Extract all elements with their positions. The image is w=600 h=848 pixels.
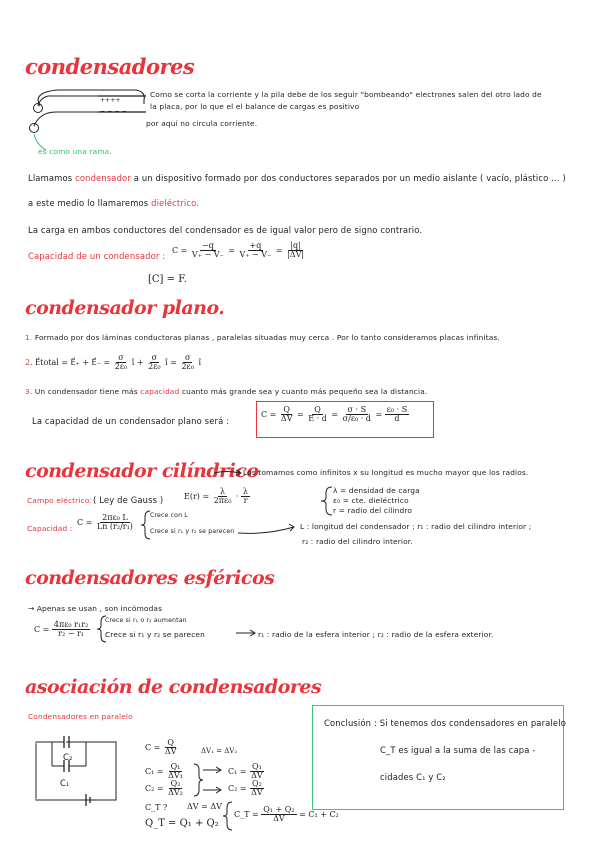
assoc-e3-num: Q₂ [170,779,181,788]
cil-cond-2: Crece si r₁ y r₂ se parecen [150,528,235,535]
cap-f3-den: |ΔV| [287,250,305,260]
plano-f3-num: σ · S [347,405,367,414]
def-text: Llamamos [28,173,73,183]
brace-icon-4 [222,800,234,832]
field-mid: î + [131,357,144,367]
plano-l1-text: Formado por dos láminas conductoras planas , paralelas situadas muy cerca . Por lo tanto consideramos placas infinitas. [34,333,500,342]
esf-num: 4πε₀ r₁r₂ [53,620,89,629]
esf-c: C = [34,624,50,634]
plano-f2-num: Q [314,405,321,414]
cil-num: 2πε₀ L [102,513,128,522]
parallel-circuit-diagram [28,732,128,807]
cil-def-b: r₂ : radio del cilindro interior. [302,537,413,546]
field-mid2: î = [165,357,177,367]
esf-formula [34,621,90,639]
plano-f1-num: Q [283,405,290,414]
assoc-dv-equal: ΔV₁ = ΔV₂ [201,747,238,755]
title-condensador-plano: condensador plano. [25,297,225,319]
assoc-c: C = [145,742,161,752]
campo-f2-den: r [243,496,248,506]
cap-f3-num: |q| [290,241,301,250]
assoc-e2-den: ΔV₁ [168,771,183,781]
campo-formula: E(r) = $\frac{\lambda}{\text{2πε₀}}$ · $\frac{\lambda}{r}$ [184,487,249,506]
definition-line-1 [28,173,566,183]
gauss-law: ( Ley de Gauss ) [93,495,164,505]
assoc-ct: C_T = [234,809,259,819]
assoc-e3r-den: ΔV [251,788,263,798]
capacity-formula: C = $\frac{-q}{V_+ - V_-}$ = $\frac{+q}{V_+ - V_-}$ = $\frac{|q|}{|\Delta V|}$ [172,241,305,260]
plano-f4-den: d [394,414,400,424]
esf-cond-1: Crece si r₁ o r₂ aumentan [105,617,187,624]
conclusion-line-2: C_T es igual a la suma de las capa - [380,745,536,755]
label-c1: C₁ [60,778,70,788]
brace-arrow-icon [192,762,226,798]
assoc-c1: C₁ = [145,766,164,776]
assoc-ct-question: C_T ? [145,803,168,812]
title-condensadores-esfericos: condensadores esféricos [25,567,275,589]
num-2: 2. [25,357,33,367]
title-asociacion: asociación de condensadores [25,676,322,698]
field-f3-num: σ [184,353,191,362]
assoc-e2-num: Q₁ [170,762,181,771]
field-eq: E⃗total = E⃗₊ + E⃗₋ = [35,357,111,367]
desc-line-2: la placa, por lo que el el balance de cargas es positivo [150,102,360,111]
assoc-eq-3r [228,780,265,798]
plano-l3-keyword: capacidad [140,387,180,396]
cap-f1-den: V₊ − V₋ [191,250,224,260]
def2-keyword: dieléctrico. [151,198,200,208]
campo-label: Campo eléctrico: [27,496,93,505]
paralelo-subtitle: Condensadores en paralelo [28,712,133,721]
field-f2-num: σ [151,353,158,362]
unit-farad: [C] = F. [148,274,187,285]
legend-lambda: λ = densidad de carga [333,486,420,495]
campo-f1-num: λ [220,487,226,496]
def-keyword: condensador [75,173,131,183]
definition-line-3: La carga en ambos conductores del condensador es de igual valor pero de signo contrario. [28,225,423,235]
plano-l3-rest: cuanto más grande sea y cuanto más pequeño sea la distancia. [181,387,428,396]
label-c2: C₂ [63,752,73,762]
assoc-eq-3 [145,780,185,798]
field-end: î [198,357,202,367]
cil-den: Ln (r₂/r₁) [96,522,133,532]
campo-eq: E(r) = [184,491,210,501]
plano-f4-num: ε₀ · S [386,405,408,414]
cil-c: C = [77,517,93,527]
plano-line-2 [25,354,201,372]
plano-capacity-formula: C = $\frac{Q}{\Delta V}$ = $\frac{Q}{E \cdot d}$ = $\frac{\sigma \cdot S}{\text{σ/ε₀ · d}}$ = $\frac{\text{ε₀ · S}}{d}$ [261,405,408,424]
conclusion-line-1: Conclusión : Si tenemos dos condensadores en paralelo [324,718,566,728]
assoc-e1-den: ΔV [164,747,177,757]
num-3: 3. [25,387,33,396]
arrow-icon [212,468,244,478]
assoc-e3-den: ΔV₂ [168,788,183,798]
cil-def-a: L : longitud del condensador ; r₁ : radio del cilindro interior ; [300,522,532,531]
assoc-eq-1 [145,739,178,757]
cilindro-side-note: Los tomamos como infinitos x su longitud es mucho mayor que los radios. [243,468,529,477]
plus-charges: ++++ [100,97,121,104]
definition-line-2 [28,198,199,208]
plano-f2-den: E · d [308,414,327,424]
assoc-ct-den: ΔV [273,814,285,824]
assoc-qt: Q_T = Q₁ + Q₂ [145,818,219,829]
assoc-e3r-num: Q₂ [252,779,262,788]
assoc-ct-end: = C₁ + C₂ [299,809,339,819]
cil-cond-1: Crece con L [150,512,188,519]
esf-den: r₂ − r₁ [58,629,84,639]
field-f2-den: 2ε₀ [148,362,161,372]
def2-text: a este medio lo llamaremos [28,198,149,208]
def-text-rest: a un dispositivo formado por dos conductores separados por un medio aislante ( vacío, plástico ... ) [133,173,566,183]
legend-epsilon: ε₀ = cte. dieléctrico [333,496,409,505]
assoc-dv-eq: ΔV = ΔV [187,802,222,811]
campo-f2-num: λ [243,487,249,496]
assoc-c2r: C₂ = [228,783,247,793]
conclusion-line-3: cidades C₁ y C₂ [380,772,446,782]
assoc-e2r-den: ΔV [251,771,263,781]
plano-line-4: La capacidad de un condensador plano será : [32,416,230,426]
assoc-e2r-num: Q₁ [252,762,262,771]
cilindro-cap-formula [77,514,135,532]
field-f3-den: 2ε₀ [181,362,194,372]
desc-line-3: por aquí no circula corriente. [146,119,258,128]
cap-c: C = [172,245,188,255]
cap-f1-num: −q [201,241,214,250]
assoc-e1-num: Q [167,738,174,747]
num-1: 1. [25,333,33,342]
cap-f2-den: V₊ − V₋ [239,250,272,260]
field-f1-den: 2ε₀ [114,362,128,372]
long-arrow-icon [236,521,298,537]
cilindro-cap-label: Capacidad : [27,524,73,533]
title-condensadores: condensadores [25,54,195,79]
arrow-icon-2 [234,627,258,639]
campo-f1-den: 2πε₀ [213,496,232,506]
plano-line-1 [25,333,500,342]
plano-f1-den: ΔV [280,414,293,424]
field-f1-num: σ [118,353,124,362]
minus-charges: − − − − [100,108,127,115]
plano-line-3 [25,387,427,396]
esf-def: r₁ : radio de la esfera interior ; r₂ : radio de la esfera exterior. [258,630,494,639]
capacity-label: Capacidad de un condensador : [28,251,166,261]
esf-cond-2: Crece si r₁ y r₂ se parecen [105,630,205,639]
assoc-c2: C₂ = [145,783,164,793]
title-condensador-cilindrico: condensador cilíndrico [25,460,259,482]
plano-l3-text: Un condensador tiene más [34,387,138,396]
plano-f3-den: σ/ε₀ · d [342,414,371,424]
plano-c: C = [261,409,277,419]
esf-l1-text: Apenas se usan , son incómodas [36,604,163,613]
cap-f2-num: +q [249,241,262,250]
assoc-ct-num: Q₁ + Q₂ [263,805,295,814]
legend-radius: r = radio del cilindro [333,506,413,515]
desc-line-1: Como se corta la corriente y la pila debe de los seguir "bombeando" electrones salen del otro lado de [150,90,542,99]
esf-line-1: → Apenas se usan , son incómodas [28,604,163,613]
assoc-c1r: C₁ = [228,766,247,776]
circuit-diagram [18,82,153,157]
green-note: es como una rama. [38,147,112,156]
